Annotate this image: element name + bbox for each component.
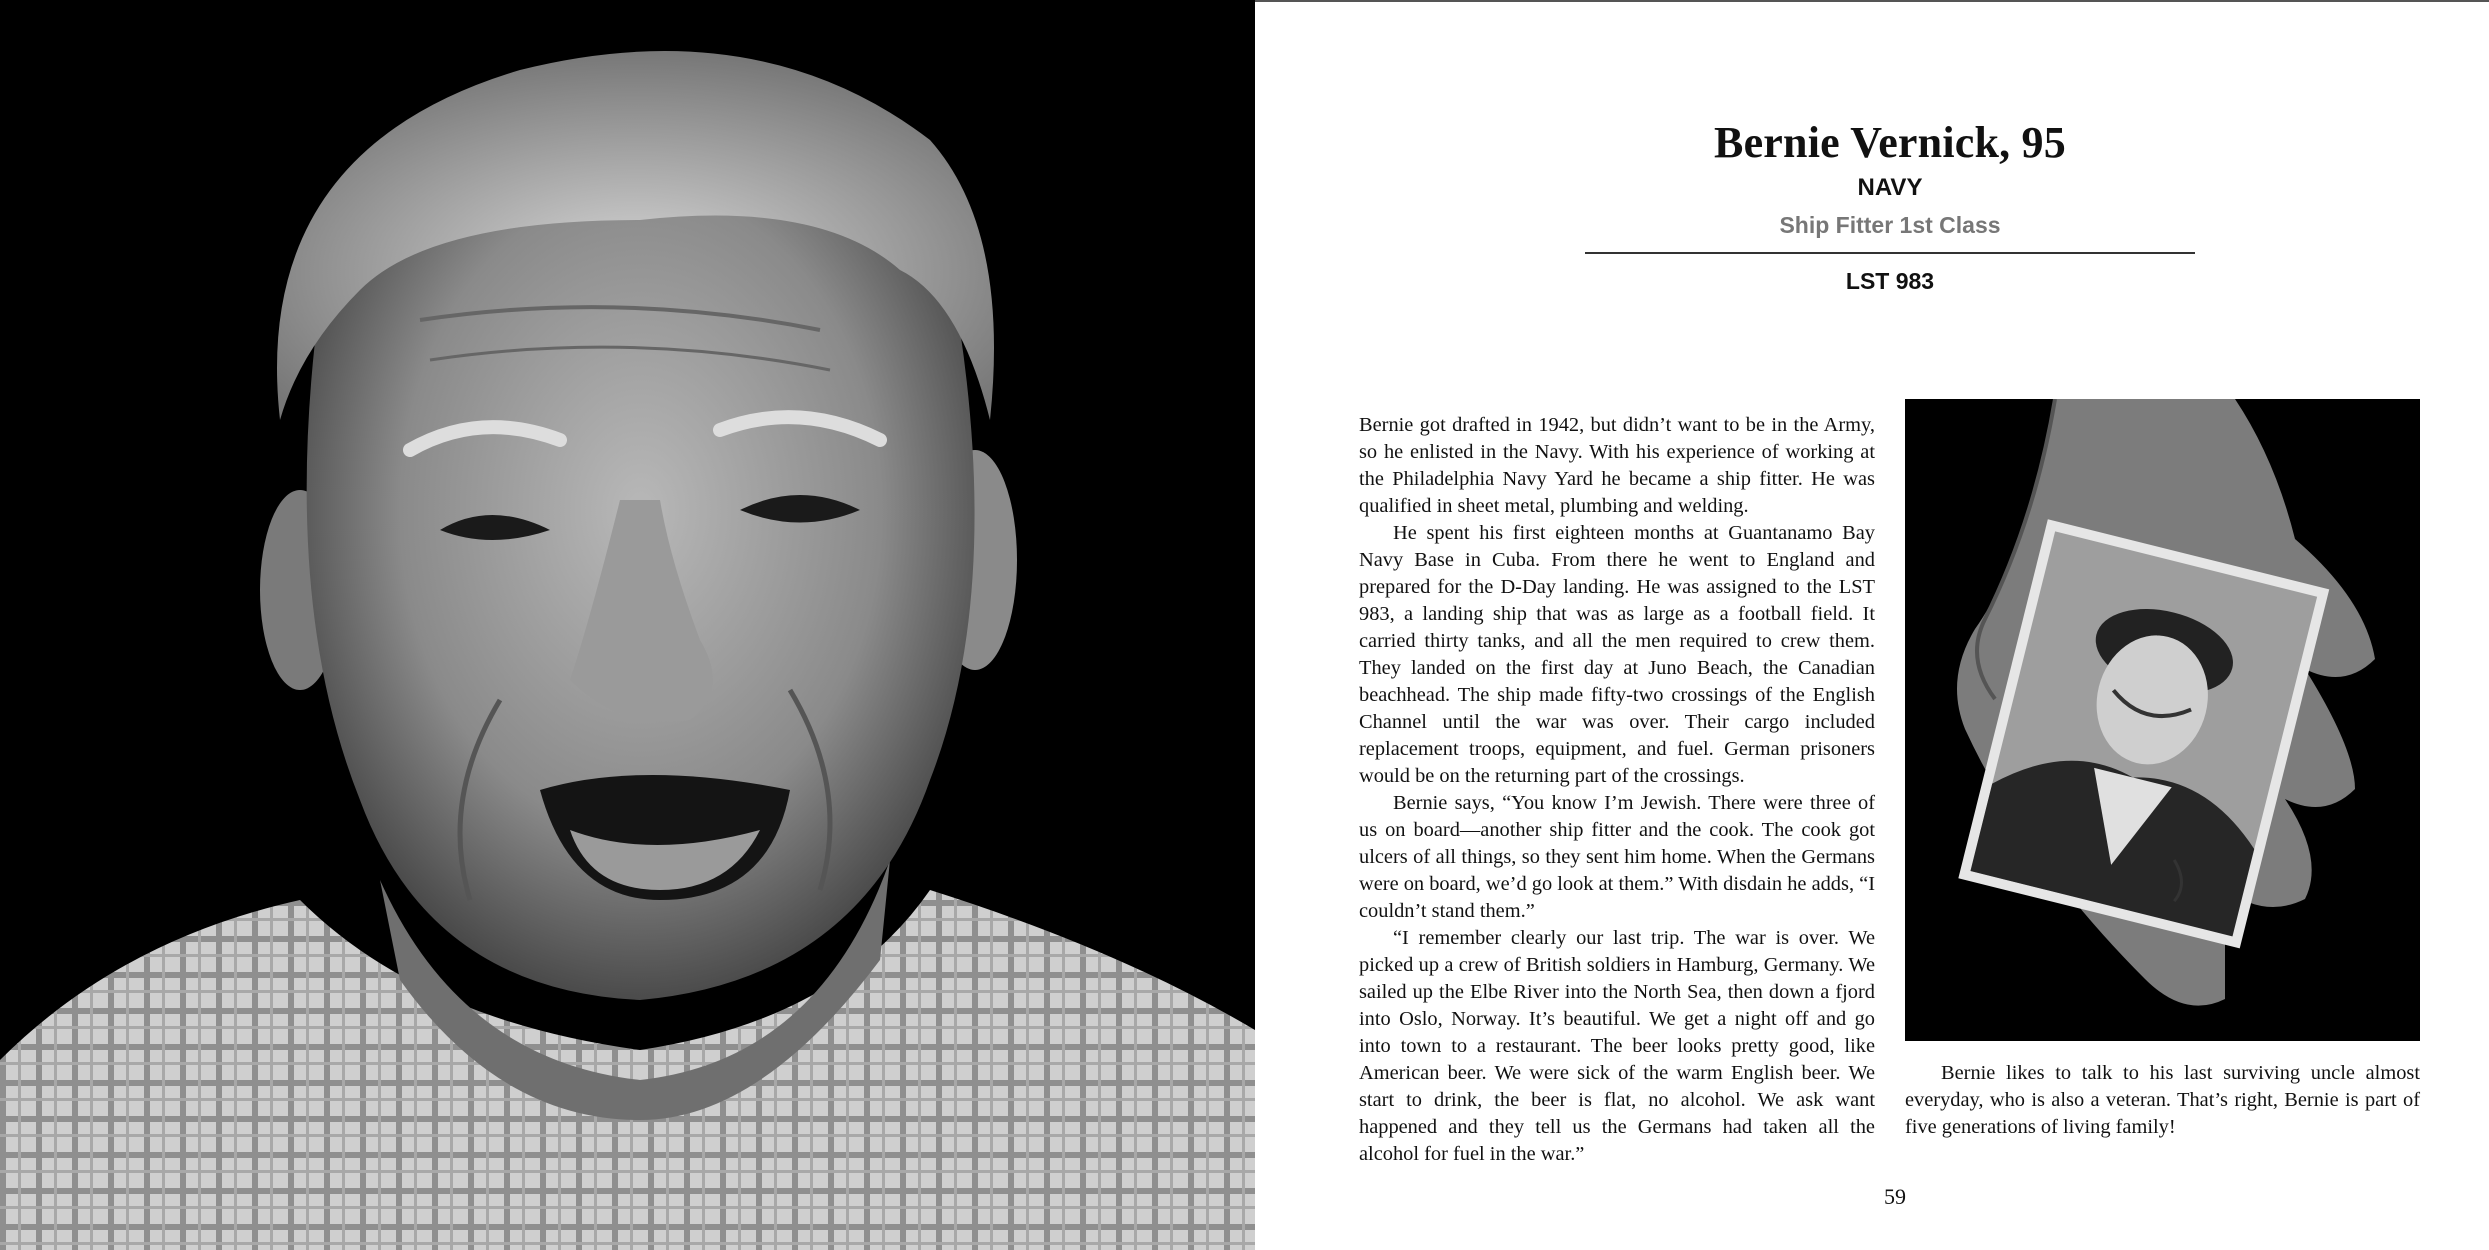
header-divider [1585,252,2195,254]
service-rank: Ship Fitter 1st Class [1779,212,2001,238]
inset-photo-illustration [1905,399,2420,1041]
page-number: 59 [1884,1184,1906,1209]
veteran-name: Bernie Vernick, 95 [1714,118,2066,167]
service-unit: LST 983 [1845,268,1935,294]
hand-holding-photo [1905,399,2420,1041]
profile-header [1585,114,2195,296]
story-paragraph: He spent his first eighteen months at Guantanamo Bay Navy Base in Cuba. From there he went to England and prepared for the D-Day landing. He was assigned to the LST 983, a landing ship that was as large as a football field. It carried thirty tanks, and all the men required to crew them. They landed on the first day at Juno Beach, the Canadian beachhead. The ship made fifty-two crossings of the English Channel until the war was over. Their cargo included replacement troops, equipment, and fuel. German prisoners would be on the returning part of the crossings. [1359,522,1875,787]
service-branch: NAVY [1857,174,1923,201]
story-paragraph: Bernie got drafted in 1942, but didn’t want to be in the Army, so he enlisted in the Navy. With his experience of working at the Philadelphia Navy Yard he became a ship fitter. He was qualified in sheet metal, plumbing and welding. [1359,414,1875,517]
story-paragraph: Bernie says, “You know I’m Jewish. There were three of us on board—another ship fitter and the cook. The cook got ulcers of all things, so they sent him home. When the Germans were on board, we’d go look at them.” With disdain he adds, “I couldn’t stand them.” [1359,792,1875,922]
story-text [1359,412,1875,1168]
text-page [1255,0,2489,1250]
story-paragraph: “I remember clearly our last trip. The war is over. We picked up a crew of British soldiers in Hamburg, Germany. We sailed up the Elbe River into the North Sea, then down a fjord into Oslo, Norway. It’s beautiful. We get a night off and go into town to a restaurant. The beer looks pretty good, like American beer. We were sick of the warm English beer. We start to drink, the beer is flat, no alcohol. We ask want happened and they tell us the Germans had taken all the alcohol for fuel in the war.” [1359,927,1875,1165]
photo-caption: Bernie likes to talk to his last surviving uncle almost everyday, who is also a veteran. That’s right, Bernie is part of five generations of living family! [1905,1062,2420,1138]
